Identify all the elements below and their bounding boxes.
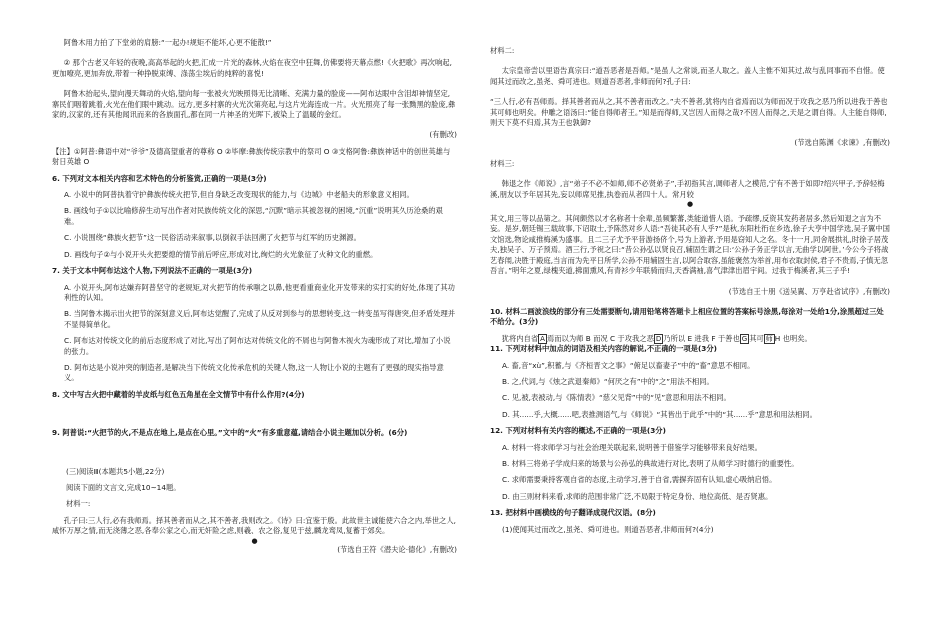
question-13: 13. 把材料中画横线的句子翻译成现代汉语。(8分)	[490, 508, 656, 518]
option-6d: D. 画线句子②与小说开头火把要熄的情节前后呼应,形成对比,绚烂的火光象征了火种文化的重燃。	[64, 249, 378, 259]
divider-dot: ●	[686, 200, 694, 209]
question-9: 9. 阿普说:“火把节的火,不是点在地上,是点在心里。”文中的“火”有多重意蕴,请结合小说主题加以分析。(6分)	[52, 428, 408, 438]
material-label: 材料一:	[66, 499, 91, 509]
option-7c: C. 阿布达对传统文化的前后态度形成了对比,写出了阿布达对传统文化的不屑也与阿鲁木视火为魂形成了对比,增加了小说的张力。	[64, 336, 451, 356]
right-column	[490, 0, 890, 631]
divider-dot: ●	[251, 536, 258, 545]
left-column	[52, 0, 457, 631]
question-11: 11. 下列对材料中加点的词语及相关内容的解说,不正确的一项是(3分)	[490, 344, 717, 354]
option-11d: D. 其......乎,大概......吧,表推测语气,与《师说》“其皆出于此乎”中的“其......乎”意思和用法相同。	[502, 409, 817, 419]
option-12a: A. 材料一将求师学习与社会治理关联起来,说明善于借鉴学习能够带来良好结果。	[502, 442, 762, 452]
material-1-text: 孔子曰:三人行,必有我师焉。择其善者而从之,其不善者,我则改之。《诗》曰:宜鉴于殷。此故世主诚能使六合之内,举世之人,咸怀万厚之情,而无浇薄之恶,各奉公家之心,而无奸险之虑,则羲、农之俗,复见于兹,麟龙鸾凤,复蓄于郊矣。	[52, 515, 456, 536]
material-2-text: 太宗皇帝尝以里语告真宗曰:“道吾恶者是吾师。”是虽人之常谈,而圣人取之。盖人主惟不知其过,故与乱同事而不自惜。使闻其过而改之,虽尧、舜可进也。则道吾恶者,非师而何?孔子曰:	[490, 66, 885, 86]
question-8: 8. 文中写古火把中藏着的羊皮纸与红色五角星在全文情节中有什么作用?(4分)	[52, 389, 305, 399]
story-paragraph: 阿鲁木用力拍了下堂弟的肩膀:“一起办!规矩不能坏,心更不能散!”	[63, 38, 272, 47]
question-13-part-1: (1)使闻其过而改之,虽尧、舜可进也。则道吾恶者,非师而何?(4分)	[502, 524, 714, 534]
material-3-text: 其文,用三等以品第之。其间颇然以才名称者十余辈,虽频繁蕃,类能道惜人语。予疏缪,反资其发药者居多,然后知退之言为不妄。是岁,朝廷锡三载故事,下诏取士,予陈然对乡人语:“吾徒其必有人乎?”是秋,东阳杜衎在乡选,徐子大亨中国学选,吴子翼中国文馆选,物论咸推梅溪为盛事。且二三子尤予平昔游扬侪个,号为上游者,予用是窃知人之名。冬十一月,同舍展拱礼,时徐子居茂夫,独吴子、万子预焉。酒三行,予祝之曰:“昔公孙弘以贤良召,辅固生谓之曰:‘公孙子务正学以言,无曲学以阿世。’今公今子将战艺春闱,决胜于殿庭,当言而为先平日所学,公孙不用辅固生言,以阿合取容,虽能褒然为举首,用布衣取封侯,君子不贵焉,子慎无忽吾言。”明年之夏,绿槐夹道,拂面熏风,有青衫少年联骑而归,天香满袖,喜气津津出眉宇间。过我于梅溪者,其三子乎!	[490, 214, 890, 276]
question-10: 10. 材料二画波浪线的部分有三处需要断句,请用铅笔将答题卡上相应位置的答案标号涂黑,每涂对一处给1分,涂黑超过三处不给分。(3分)	[490, 306, 884, 327]
source-note: (有删改)	[429, 130, 457, 140]
sentence-breaks: 犹将内自省 A 焉而以为师 B 而况 C 于攻我之恶 D 乃所以 E 进我 F 于善也 G 其可 师 H 也明矣。	[501, 333, 812, 343]
material-2-text: “三人行,必有吾师焉。择其善者而从之,其不善者而改之。”夫不善者,犹将内自省焉而以为师而况于攻我之恶乃所以进我于善也其可师也明矣。仲雕之语汤曰:“能自得师者王。”知是而得师,又岂因人而得之哉?不因人而得之,天是之谓自得。人主能自得师,则天下莫不归焉,其为王也孰御?	[490, 97, 888, 128]
section-instruction: 阅读下面的文言文,完成10~14题。	[66, 482, 181, 492]
story-paragraph: ② 那个古老又年轻的夜晚,高高举起的火把,汇成一片光的森林,火焰在夜空中狂舞,仿佛要将天幕点燃!《火把歌》再次响起,更加嘹亮,更加奔放,带着一种挣脱束缚、涤荡尘埃后的纯粹的喜悦!	[52, 58, 452, 78]
option-7a: A. 小说开头,阿布达嫌弃阿普坚守的老规矩,对火把节的传承嗤之以鼻,他更看重商业化开发带来的实打实的好处,体现了其功利性的认知。	[64, 282, 455, 302]
option-6c: C. 小说围绕“彝族火把节”这一民俗活动来叙事,以倒叙手法回溯了火把节与红军的历史渊源。	[64, 233, 361, 243]
question-7: 7. 关于文本中阿布达这个人物,下列说法不正确的一项是(3分)	[52, 266, 253, 276]
source-note: (节选自王十朋《送吴翼、万亨赴省试序》,有删改)	[728, 286, 890, 296]
section-heading: (三)阅读Ⅲ(本题共5小题,22分)	[66, 466, 165, 476]
option-7b: B. 当阿鲁木揭示出火把节的深刻意义后,阿布达觉醒了,完成了从反对到参与的思想转变,这一转变虽写得唐突,但矛盾处理并不显得简单化。	[64, 309, 456, 329]
source-note: (节选自陈渊《求谏》,有删改)	[794, 138, 890, 148]
option-12b: B. 材料三将弟子学成归来的场景与公孙弘的典故进行对比,表明了从师学习时德行的重要性。	[502, 458, 799, 468]
option-6a: A. 小说中的阿普执着守护彝族传统火把节,但自身缺乏改变现状的能力,与《边城》中老船夫的形象意义相同。	[64, 190, 414, 200]
question-6: 6. 下列对文本相关内容和艺术特色的分析鉴赏,正确的一项是(3分)	[52, 173, 267, 183]
source-note: (节选自王符《潜夫论·德化》,有删改)	[337, 544, 457, 554]
option-12c: C. 求师需要秉持客观自省的态度,主动学习,善于自省,需摒弃固有认知,虚心吸纳启悟。	[502, 475, 777, 485]
material-label: 材料三:	[490, 158, 515, 168]
footnote: 【注】①阿普:彝语中对“爷爷”及德高望重者的尊称 O ②毕摩:彝族传统宗教中的祭司 O ③支格阿鲁:彝族神话中的创世英雄与射日英雄 O	[52, 146, 451, 167]
option-12d: D. 由三则材料来看,求师的范围非常广泛,不局限于特定身份、地位高低、是否贤惠。	[502, 491, 773, 501]
option-11c: C. 见,被,表被动,与《陈情表》“慈父见背”中的“见”意思和用法不相同。	[502, 393, 731, 403]
question-12: 12. 下列对材料有关内容的概述,不正确的一项是(3分)	[490, 426, 666, 436]
story-paragraph: 阿鲁木抬起头,望向漫天舞动的火焰,望向每一张被火光映照得无比清晰、充满力量的脸庞——阿布达眼中含泪却神情坚定,寨民们咽着跳着,火光在他们眼中跳动。远方,更多村寨的火光次第亮起,与这片光海连成一片。火光照亮了每一张黝黑的脸庞,彝家的,汉家的,还有其他闻讯而来的各族面孔,都在同一片神圣的光晖下,被染上了温暖的金红。	[52, 89, 456, 120]
option-11b: B. 之,代词,与《烛之武退秦师》“何厌之有”中的“之”用法不相同。	[502, 376, 714, 386]
option-7d: D. 阿布达是小说冲突的制造者,是解决当下传统文化传承危机的关键人物,这一人物让小说的主题有了更强的现实指导意义。	[64, 362, 444, 383]
option-11a: A. 畜,音“xù”,积蓄,与《齐桓晋文之事》“俯足以畜妻子”中的“畜”意思不相同。	[502, 360, 755, 370]
material-label: 材料二:	[490, 46, 515, 55]
option-6b: B. 画线句子①以比喻修辞生动写出作者对民族传统文化的深思,“沉默”暗示其被忽视的困境,“沉重”说明其久历沧桑的艰难。	[64, 206, 443, 226]
material-3-text: 韩退之作《师说》,言“弟子不必不如师,师不必贤弟子”,手初指其言,调师者人之模范,宁有不善于如即?绍兴甲子,予辞轻梅溪,朋友以予年居其先,妄以师席见推,执卷而从者四十人。常月较	[490, 179, 885, 199]
